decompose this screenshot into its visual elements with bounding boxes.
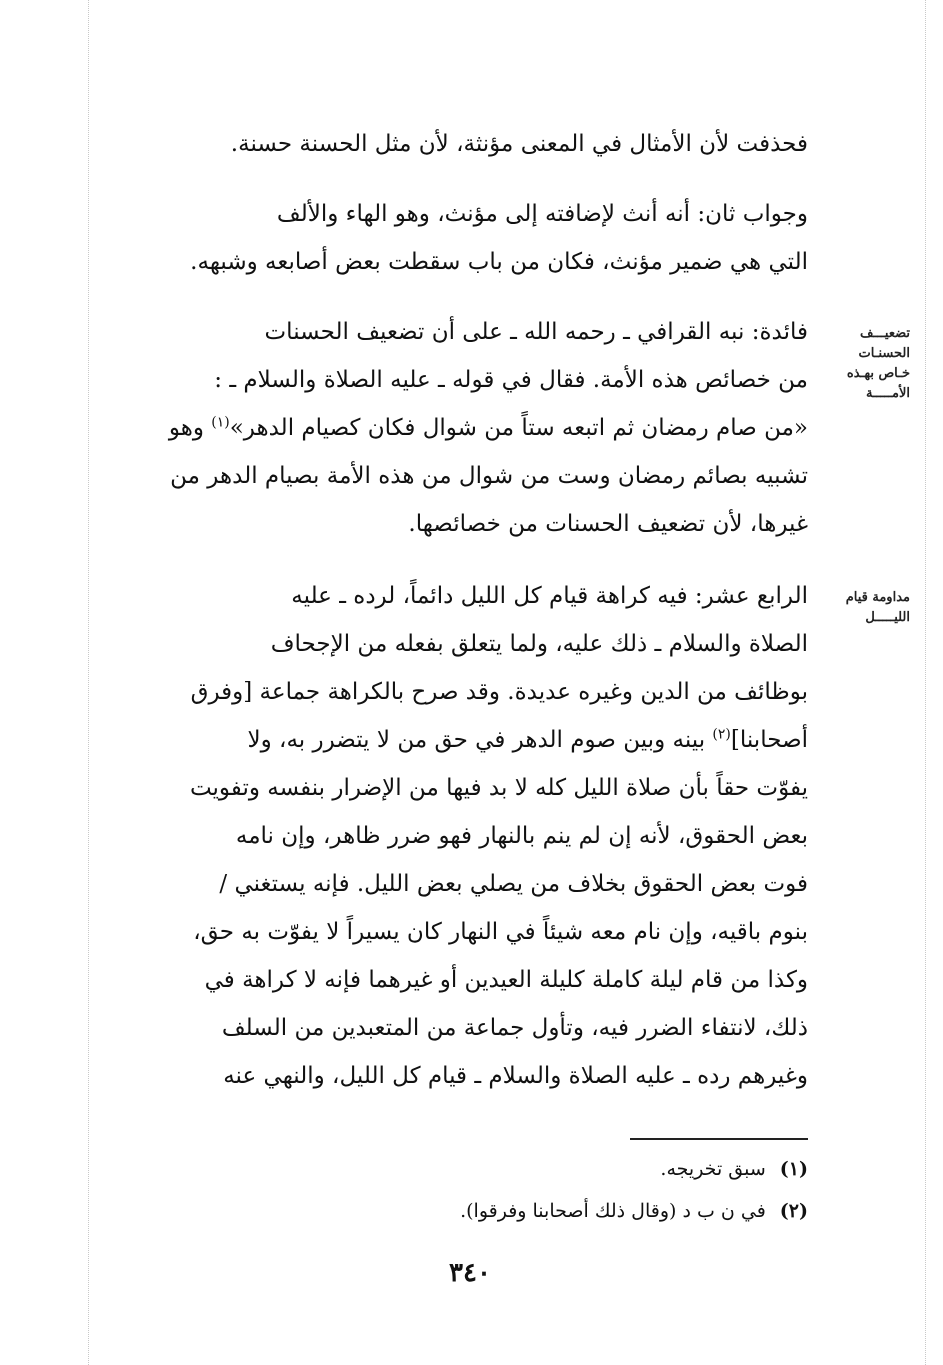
paragraph-line: بنوم باقيه، وإن نام معه شيئاً في النهار كان يسيراً لا يفوّت به حق، xyxy=(193,919,808,945)
paragraph-line: يفوّت حقاً بأن صلاة الليل كله لا بد فيها من الإضرار بنفسه وتفويت xyxy=(189,775,808,801)
margin-dotted-line-left xyxy=(88,0,89,1365)
paragraph-line: فوت بعض الحقوق بخلاف من يصلي بعض الليل. فإنه يستغني / xyxy=(219,871,808,897)
paragraph-line: من خصائص هذه الأمة. فقال في قوله ـ عليه الصلاة والسلام ـ : xyxy=(214,367,808,393)
paragraph-line: وغيرهم رده ـ عليه الصلاة والسلام ـ قيام كل الليل، والنهي عنه xyxy=(223,1063,808,1089)
footnote-number: (١) xyxy=(779,1158,808,1180)
paragraph-line: غيرها، لأن تضعيف الحسنات من خصائصها. xyxy=(408,511,808,537)
paragraph-line: وجواب ثان: أنه أنث لإضافته إلى مؤنث، وهو الهاء والألف xyxy=(276,201,808,227)
footnote-separator xyxy=(630,1138,808,1140)
margin-dotted-line-right xyxy=(925,0,926,1365)
paragraph-line: الرابع عشر: فيه كراهة قيام كل الليل دائماً، لرده ـ عليه xyxy=(291,583,808,609)
paragraph-3 xyxy=(132,308,808,548)
paragraph-line: بوظائف من الدين وغيره عديدة. وقد صرح بالكراهة جماعة [وفرق xyxy=(190,679,808,705)
footnote-text: سبق تخريجه. xyxy=(660,1158,766,1180)
margin-note-line: الأمـــــة xyxy=(865,386,910,401)
paragraph-line: التي هي ضمير مؤنث، فكان من باب سقطت بعض أصابعه وشبهه. xyxy=(190,249,808,275)
paragraph-line-text: أصحابنا] xyxy=(730,727,808,753)
paragraph-line: ذلك، لانتفاء الضرر فيه، وتأول جماعة من المتعبدين من السلف xyxy=(221,1015,808,1041)
footnote-number: (٢) xyxy=(779,1200,808,1222)
paragraph-line: وكذا من قام ليلة كاملة كليلة العيدين أو غيرهما فإنه لا كراهة في xyxy=(204,967,808,993)
footnote-ref-2: (٢) xyxy=(712,726,731,743)
margin-note-line: الليـــــل xyxy=(865,610,910,625)
paragraph-line: فائدة: نبه القرافي ـ رحمه الله ـ على أن تضعيف الحسنات xyxy=(264,319,808,345)
paragraph-line-with-footnote xyxy=(132,404,808,452)
paragraph-line: بعض الحقوق، لأنه إن لم ينم بالنهار فهو ضرر ظاهر، وإن نامه xyxy=(235,823,808,849)
paragraph-line-with-footnote xyxy=(132,716,808,764)
margin-note-line: خـاص بهـذه xyxy=(846,366,910,381)
footnote-text: في ن ب د (وقال ذلك أصحابنا وفرقوا). xyxy=(460,1200,766,1222)
footnote-ref-1: (١) xyxy=(211,414,230,431)
paragraph-1 xyxy=(132,120,808,168)
footnote-2 xyxy=(132,1198,808,1224)
footnote-1 xyxy=(132,1156,808,1182)
paragraph-line: الصلاة والسلام ـ ذلك عليه، ولما يتعلق بفعله من الإجحاف xyxy=(270,631,808,657)
paragraph-line-text: «من صام رمضان ثم اتبعه ستاً من شوال فكان كصيام الدهر» xyxy=(229,415,808,441)
page-number: ٣٤٠ xyxy=(449,1258,491,1288)
paragraph-line: تشبيه بصائم رمضان وست من شوال من هذه الأمة بصيام الدهر من xyxy=(170,463,808,489)
paragraph-line-tail: بينه وبين صوم الدهر في حق من لا يتضرر به، ولا xyxy=(247,727,713,753)
margin-note-line: الحسنـات xyxy=(858,346,910,361)
margin-note-1 xyxy=(820,324,910,404)
margin-note-2 xyxy=(820,588,910,628)
margin-note-line: مداومة قيام xyxy=(845,590,910,605)
paragraph-2 xyxy=(132,190,808,286)
paragraph-line-tail: وهو xyxy=(168,415,212,441)
paragraph-4 xyxy=(132,572,808,1100)
margin-note-line: تضعيـــف xyxy=(860,326,910,341)
paragraph-line: فحذفت لأن الأمثال في المعنى مؤنثة، لأن مثل الحسنة حسنة. xyxy=(230,131,808,157)
